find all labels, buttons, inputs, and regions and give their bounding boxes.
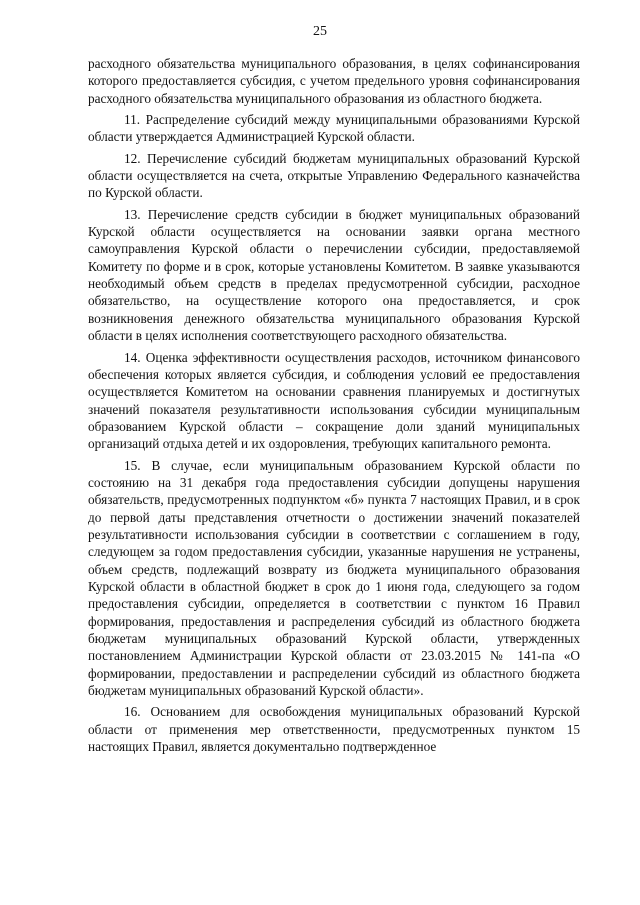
- paragraph-14: 14. Оценка эффективности осуществления расходов, источником финансового обеспечения которых является субсидия, и соблюдения условий ее предоставления осуществляется Комитетом на основании сравнения планируемых и достигнутых значений показателя результативности использования субсидии муниципальным образованием Курской области – сокращение доли зданий муниципальных организаций отдыха детей и их оздоровления, требующих капитального ремонта.: [88, 349, 580, 452]
- paragraph-15: [88, 457, 580, 700]
- paragraph-12: 12. Перечисление субсидий бюджетам муниципальных образований Курской области осуществляется на счета, открытые Управлению Федерального казначейства по Курской области.: [88, 150, 580, 201]
- paragraph-16: 16. Основанием для освобождения муниципальных образований Курской области от применения мер ответственности, предусмотренных пунктом 15 настоящих Правил, является документально подтвержденное: [88, 704, 580, 755]
- paragraph-continuation: расходного обязательства муниципального образования, в целях софинансирования которого предоставляется субсидия, с учетом предельного уровня софинансирования расходного обязательства муниципального образования из областного бюджета.: [88, 56, 580, 106]
- paragraph-11: 11. Распределение субсидий между муниципальными образованиями Курской области утверждается Администрацией Курской области.: [88, 112, 580, 145]
- paragraph-15-body: по состоянию на 31 декабря года предоставления субсидии допущены нарушения обязательств, предусмотренных подпунктом «б» пункта 7 настоящих Правил, и в срок до первой даты представления отчетности о достижении значений показателей результативности использования субсидии в соответствии с соглашением в году, следующем за годом предоставления субсидии, указанные нарушения не устранены, объем средств, подлежащий возврату из бюджета муниципального образования Курской области в областной бюджет в срок до 1 июня года, следующего за годом предоставления субсидии, определяется в соответствии с пунктом 16 Правил формирования, предоставления и распределения субсидий из областного бюджета бюджетам муниципальных образований Курской области, утвержденных постановлением Администрации Курской области от 23.03.2015 № 141-па «О формировании, предоставлении и распределении субсидий из областного бюджета бюджетам муниципальных образований Курской области».: [88, 457, 580, 699]
- document-body: [88, 55, 580, 759]
- paragraph-13: 13. Перечисление средств субсидии в бюджет муниципальных образований Курской области осуществляется на основании заявки органа местного самоуправления Курской области о перечислении субсидии, предоставляемой Комитету по форме и в срок, которые установлены Комитетом. В заявке указываются необходимый объем средств в пределах предусмотренной субсидии, расходное обязательство, на осуществление которого она предоставляется, и срок возникновения денежного обязательства муниципального образования Курской области в целях исполнения соответствующего расходного обязательства.: [88, 206, 580, 344]
- page-number: 25: [313, 24, 327, 39]
- paragraph-15-lead: 15. В случае, если муниципальным образованием Курской области: [124, 457, 567, 473]
